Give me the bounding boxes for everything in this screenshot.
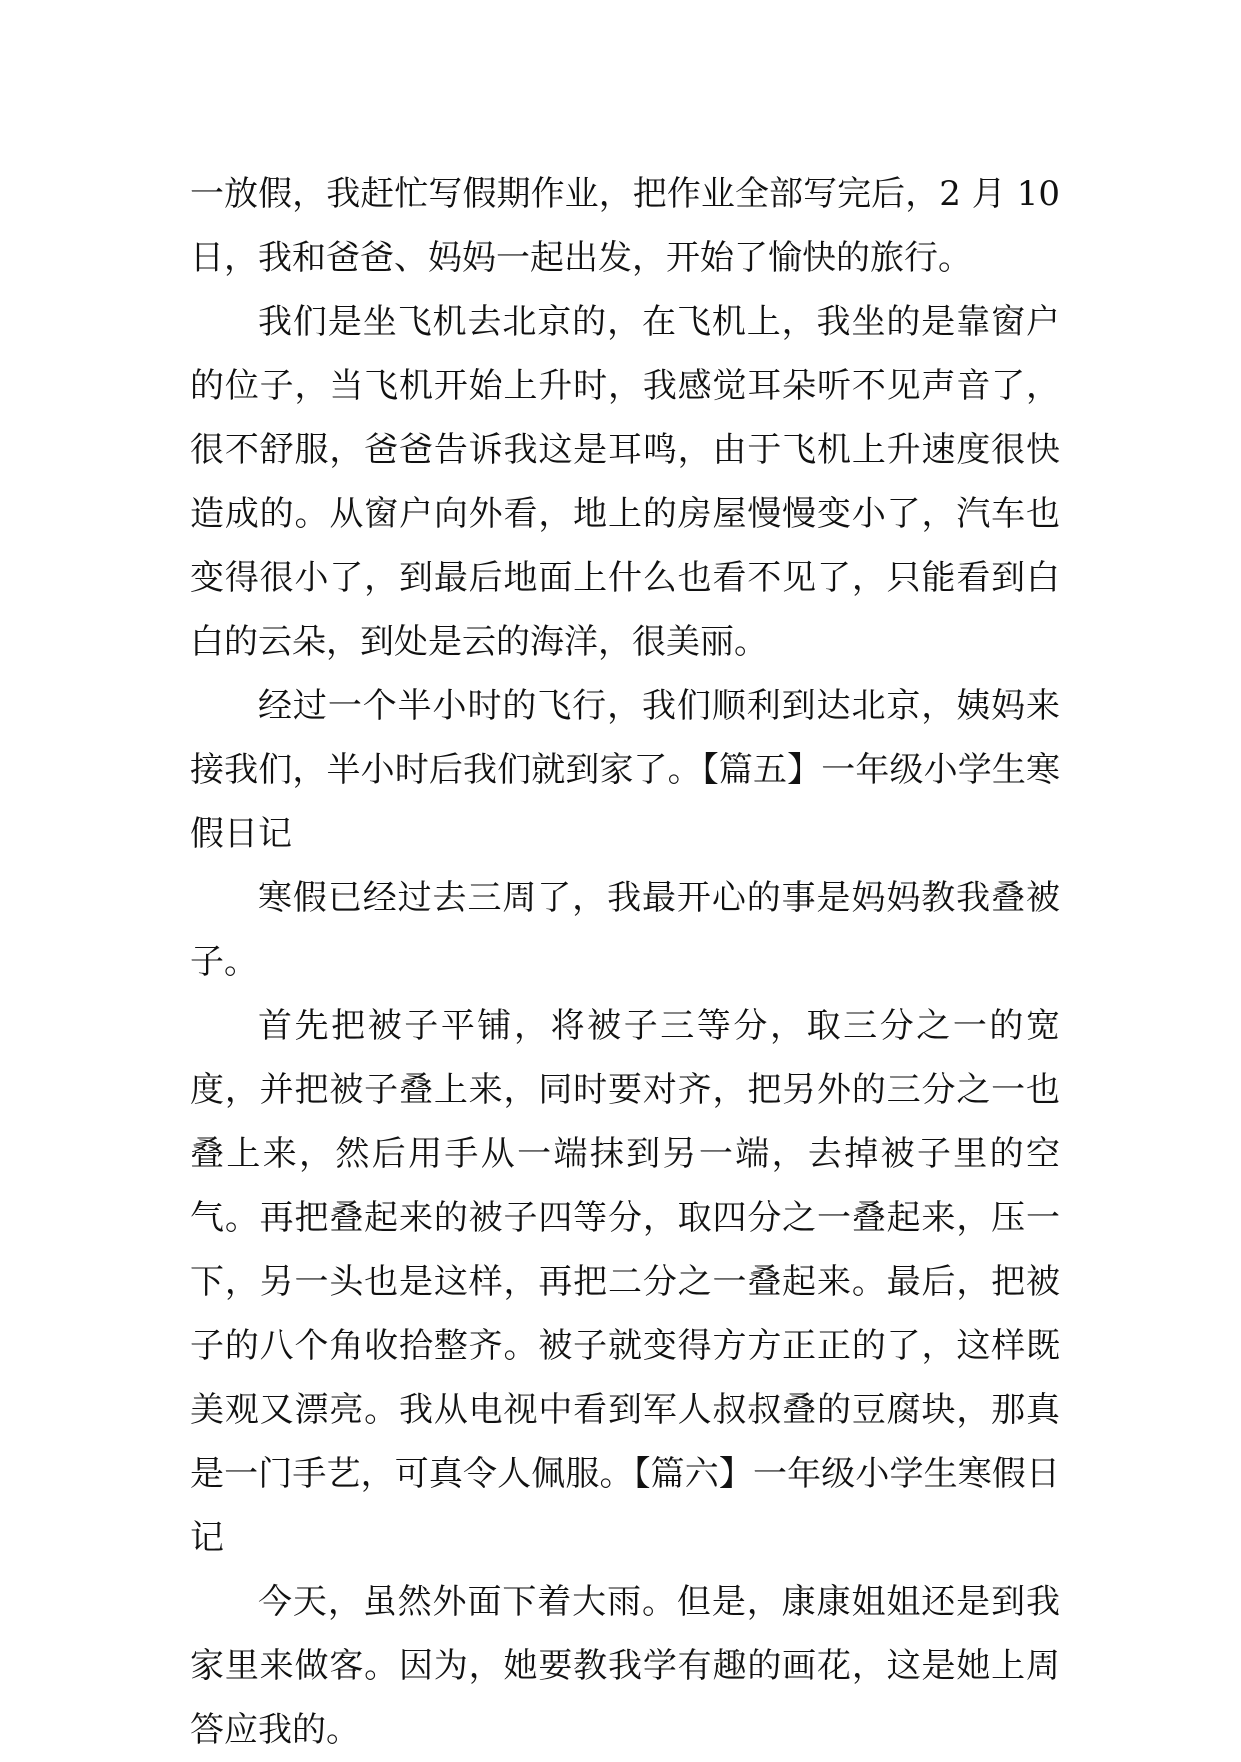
document-body	[190, 162, 1060, 1762]
paragraph-2: 我们是坐飞机去北京的，在飞机上，我坐的是靠窗户的位子，当飞机开始上升时，我感觉耳朵听不见声音了，很不舒服，爸爸告诉我这是耳鸣，由于飞机上升速度很快造成的。从窗户向外看，地上的房屋慢慢变小了，汽车也变得很小了，到最后地面上什么也看不见了，只能看到白白的云朵，到处是云的海洋，很美丽。	[190, 302, 1060, 662]
paragraph-5: 首先把被子平铺，将被子三等分，取三分之一的宽度，并把被子叠上来，同时要对齐，把另外的三分之一也叠上来，然后用手从一端抹到另一端，去掉被子里的空气。再把叠起来的被子四等分，取四分之一叠起来，压一下，另一头也是这样，再把二分之一叠起来。最后，把被子的八个角收拾整齐。被子就变得方方正正的了，这样既美观又漂亮。我从电视中看到军人叔叔叠的豆腐块，那真是一门手艺，可真令人佩服。【篇六】一年级小学生寒假日记	[190, 1006, 1060, 1558]
paragraph-4: 寒假已经过去三周了，我最开心的事是妈妈教我叠被子。	[190, 878, 1060, 982]
paragraph-3: 经过一个半小时的飞行，我们顺利到达北京，姨妈来接我们，半小时后我们就到家了。【篇五】一年级小学生寒假日记	[190, 686, 1060, 854]
paragraph-6: 今天，虽然外面下着大雨。但是，康康姐姐还是到我家里来做客。因为，她要教我学有趣的画花，这是她上周答应我的。	[190, 1582, 1060, 1750]
paragraph-1: 一放假，我赶忙写假期作业，把作业全部写完后，2 月 10 日，我和爸爸、妈妈一起出发，开始了愉快的旅行。	[190, 174, 1060, 278]
